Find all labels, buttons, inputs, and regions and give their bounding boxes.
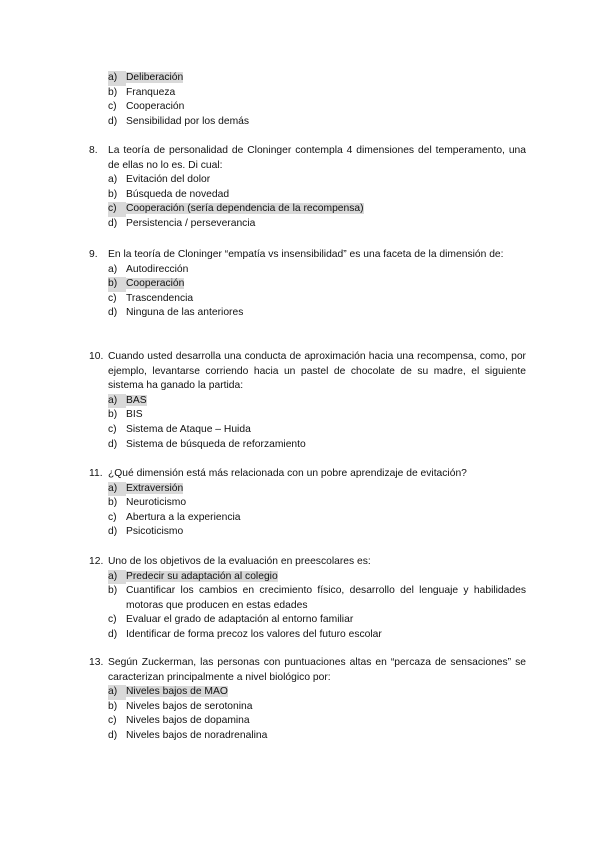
question-text: La teoría de personalidad de Cloninger contempla 4 dimensiones del temperamento, una de ellas no lo es. Di cual: [108,145,526,171]
option-c [108,613,526,628]
option-b [108,496,526,511]
option-text: Deliberación [126,72,184,83]
option-d [108,115,526,130]
option-b [108,86,526,101]
option-label: a) [108,685,126,700]
option-label: d) [108,628,118,640]
option-d [108,729,526,744]
option-label: a) [108,174,118,186]
option-label: d) [108,307,118,319]
option-b [108,408,526,423]
option-text: Búsqueda de novedad [126,188,230,200]
option-label: b) [108,277,126,292]
option-text: Cooperación [126,101,185,113]
option-d [108,438,526,453]
option-b [108,277,526,292]
option-d [108,628,526,643]
question-number: 12. [89,556,104,567]
option-label: c) [108,202,126,217]
option-label: d) [108,526,118,538]
option-text: Evitación del dolor [126,174,211,186]
option-b [108,188,526,203]
option-label: d) [108,438,118,450]
question-text: Uno de los objetivos de la evaluación en preescolares es: [108,556,371,567]
option-text: Sistema de búsqueda de reforzamiento [126,438,306,450]
question-number: 13. [89,657,104,668]
option-label: d) [108,115,118,127]
option-text: Autodirección [126,263,189,275]
option-label: a) [108,482,126,497]
option-text: Neuroticismo [126,497,187,509]
question-stem [89,248,526,263]
option-text: Sensibilidad por los demás [126,115,250,127]
option-text: Cooperación (sería dependencia de la recompensa) [126,203,364,215]
option-c [108,511,526,526]
option-text: Franqueza [126,86,176,98]
option-b [108,700,526,715]
option-label: b) [108,86,118,98]
option-text: Predecir su adaptación al colegio [126,570,278,582]
question-text: ¿Qué dimensión está más relacionada con un pobre aprendizaje de evitación? [108,468,467,479]
option-label: a) [108,263,118,275]
option-label: c) [108,614,117,626]
option-a [108,173,526,188]
question-block [89,656,526,744]
option-label: c) [108,715,117,727]
option-text: Persistencia / perseverancia [126,217,256,229]
question-block [89,350,526,452]
option-label: c) [108,511,117,523]
option-text: Extraversión [126,482,184,494]
option-a [108,71,526,86]
option-label: c) [108,292,117,304]
option-text: Evaluar el grado de adaptación al entorno familiar [126,614,354,626]
question-text: Cuando usted desarrolla una conducta de aproximación hacia una recompensa, como, por ejemplo, levantarse corriendo hacia un pastel de chocolate de su madre, el siguiente sistema ha ganado la partida: [108,351,526,392]
option-c [108,100,526,115]
option-c [108,292,526,307]
option-c [108,714,526,729]
option-a [108,263,526,278]
option-c [108,202,526,217]
option-label: a) [108,394,126,409]
option-text: Trascendencia [126,292,194,304]
option-text: BIS [126,409,143,421]
option-label: d) [108,217,118,229]
option-text: BAS [126,394,147,406]
option-label: a) [108,71,126,86]
question-block [89,555,526,643]
question-block [89,467,526,540]
option-text: Cuantificar los cambios en crecimiento físico, desarrollo del lenguaje y habilidades motoras que producen en estas edades [126,585,526,611]
question-text: Según Zuckerman, las personas con puntuaciones altas en “percaza de sensaciones” se caracterizan principalmente a nivel biológico por: [108,657,526,683]
option-text: Niveles bajos de noradrenalina [126,729,268,741]
question-block [89,71,526,129]
option-c [108,423,526,438]
option-a [108,685,526,700]
question-stem [89,144,526,173]
option-b [108,584,526,613]
question-stem [89,656,526,685]
option-label: b) [108,409,118,421]
option-label: c) [108,101,117,113]
option-d [108,306,526,321]
option-label: d) [108,729,118,741]
option-text: Psicoticismo [126,526,184,538]
question-stem [89,467,526,482]
option-text: Cooperación [126,278,185,290]
question-block [89,248,526,321]
question-text: En la teoría de Cloninger “empatía vs insensibilidad” es una faceta de la dimensión de: [108,249,504,260]
option-text: Ninguna de las anteriores [126,307,244,319]
question-number: 9. [89,249,98,260]
question-number: 11. [89,468,103,479]
option-label: a) [108,570,126,585]
option-label: b) [108,188,118,200]
option-text: Niveles bajos de dopamina [126,715,250,727]
option-text: Niveles bajos de MAO [126,686,228,698]
question-stem [89,350,526,394]
question-stem [89,555,526,570]
option-a [108,482,526,497]
option-text: Abertura a la experiencia [126,511,241,523]
option-a [108,570,526,585]
option-d [108,217,526,232]
option-a [108,394,526,409]
option-label: b) [108,700,118,712]
question-number: 10. [89,351,104,362]
option-text: Identificar de forma precoz los valores del futuro escolar [126,628,382,640]
option-text: Niveles bajos de serotonina [126,700,253,712]
question-block [89,144,526,232]
option-label: c) [108,423,117,435]
option-d [108,525,526,540]
option-label: b) [108,585,118,597]
option-text: Sistema de Ataque – Huida [126,423,251,435]
option-label: b) [108,497,118,509]
question-number: 8. [89,145,98,156]
